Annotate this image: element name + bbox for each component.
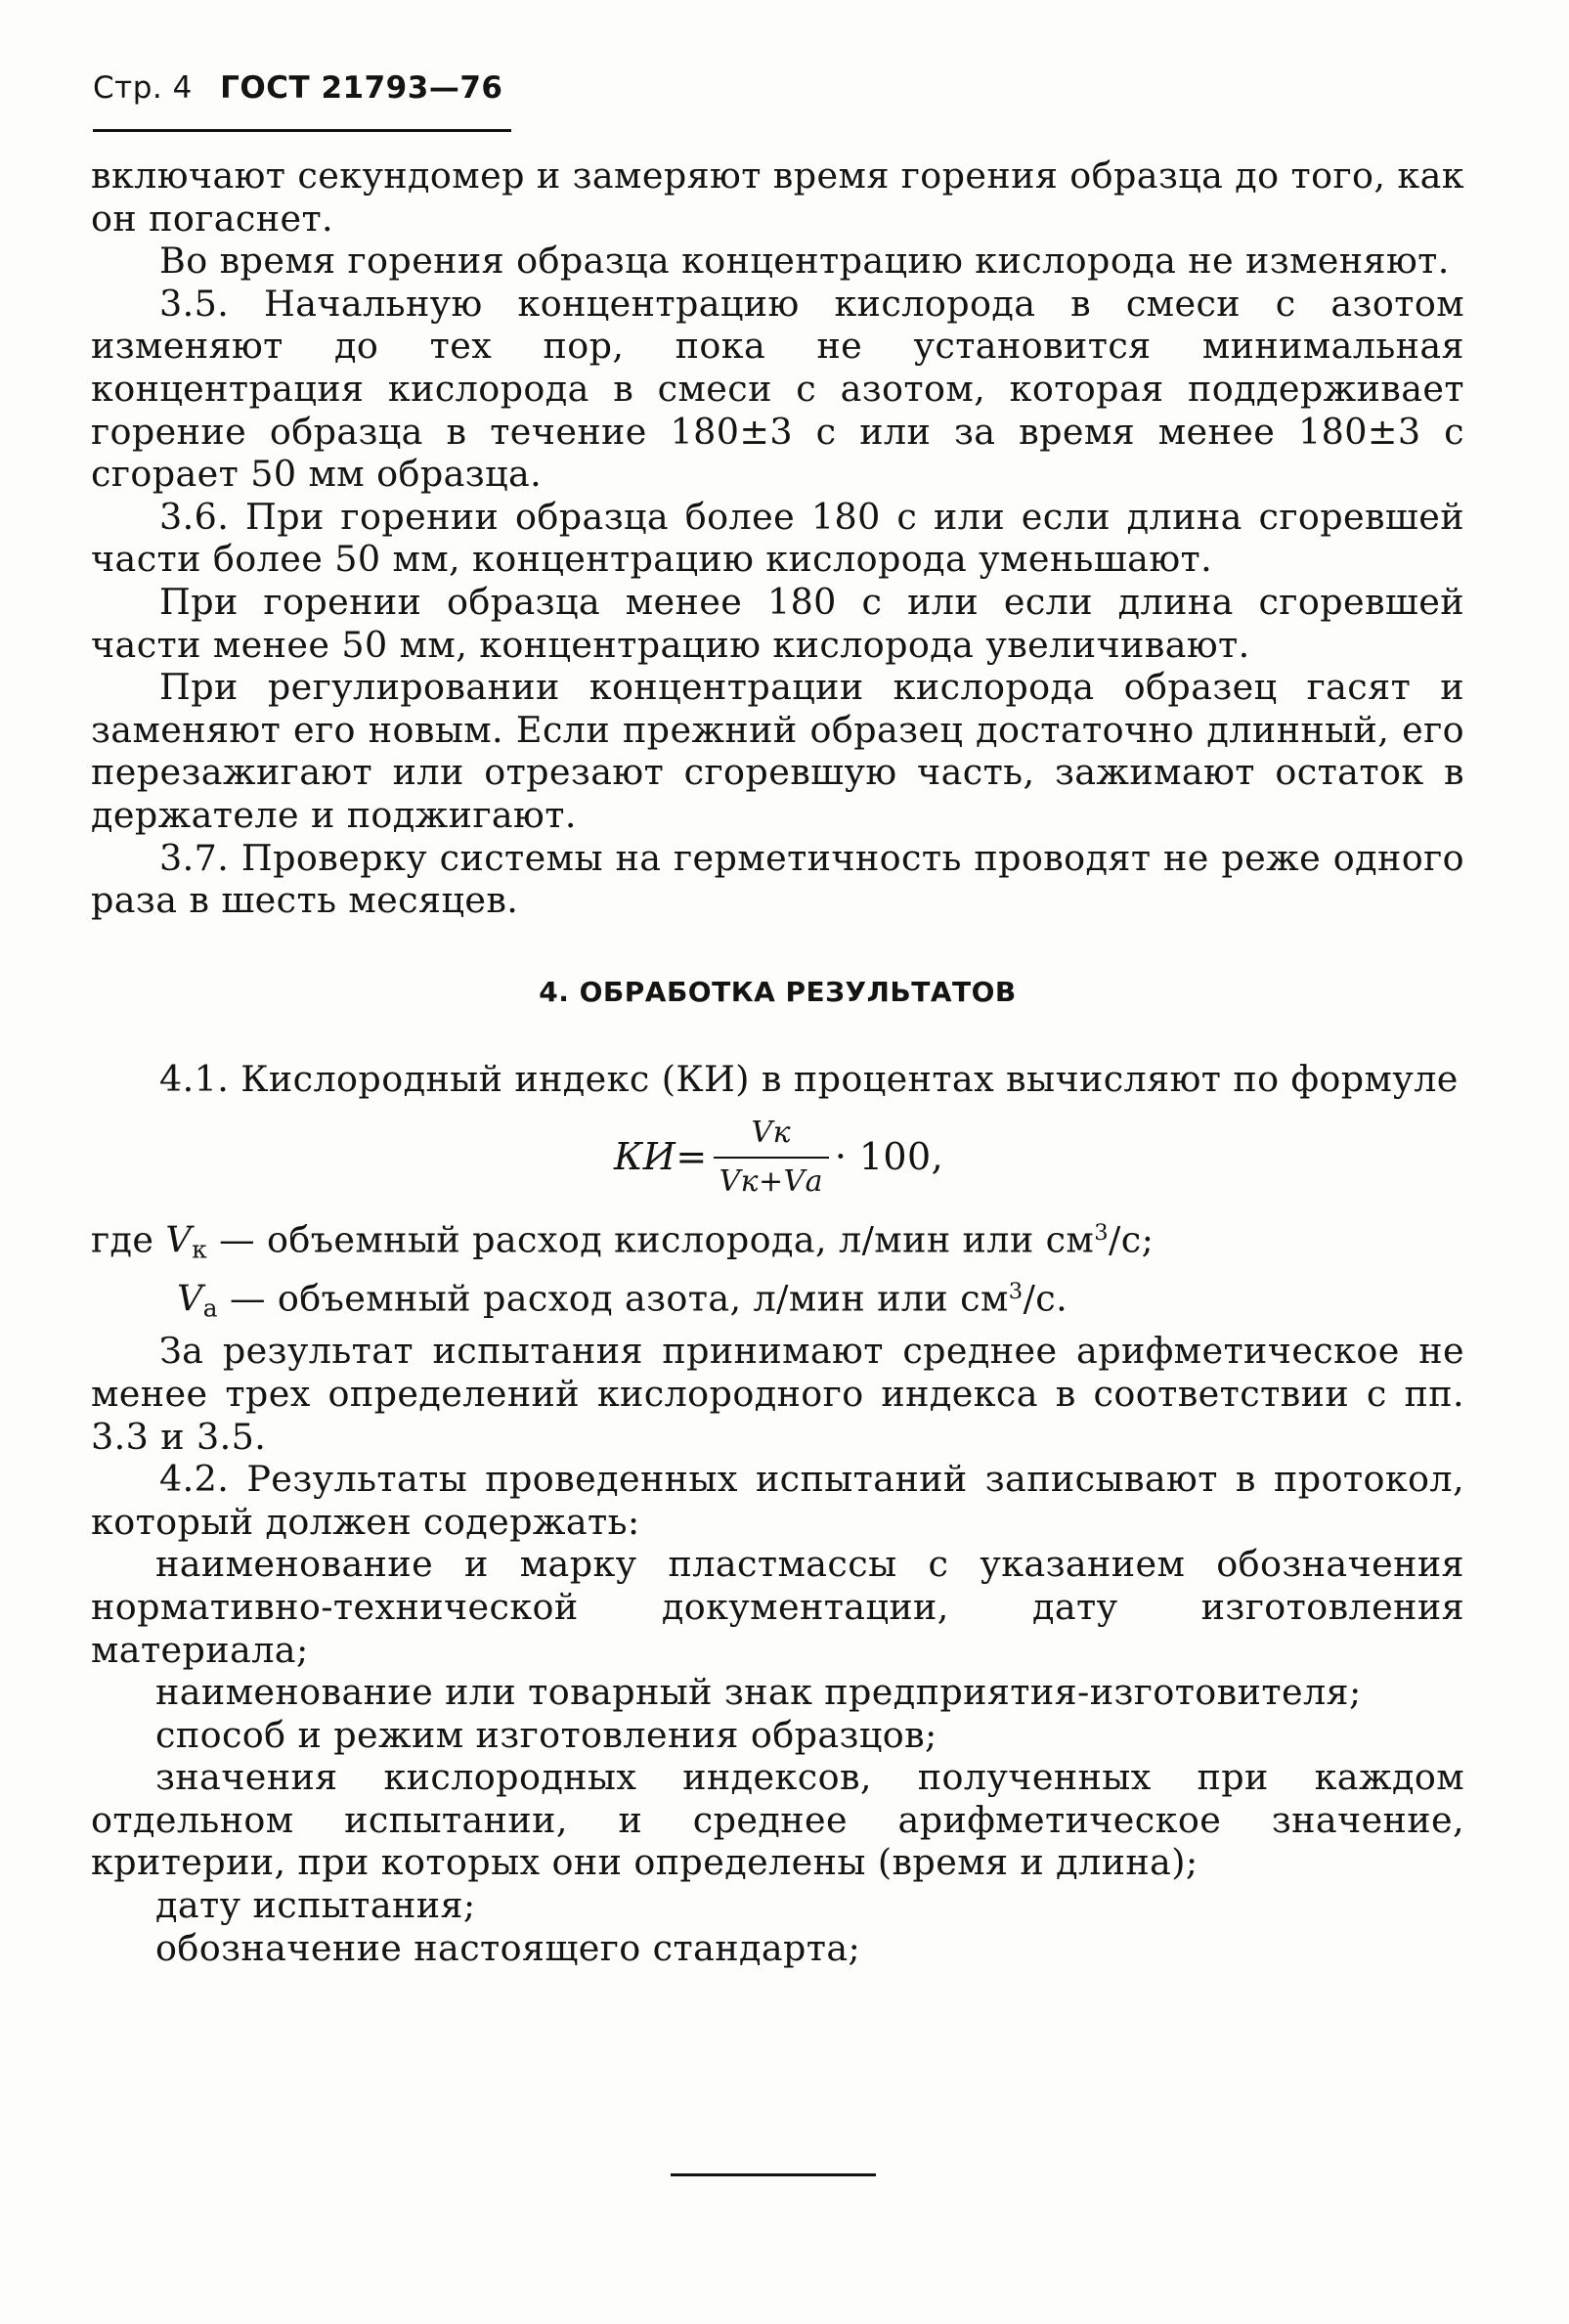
header-rule (93, 129, 511, 132)
symbol: V (165, 1218, 193, 1261)
definition-text: — объемный расход азота, л/мин или см (217, 1277, 1009, 1320)
clause-3-7: 3.7. Проверку системы на герметичность проводят не реже одного раза в шесть месяцев. (91, 836, 1464, 922)
clause-3-5: 3.5. Начальную концентрацию кислорода в смеси с азотом изменяют до тех пор, пока не установится минимальная концентрация кислорода в смеси с азотом, которая поддерживает горение образца в течение 180±3 с или за время менее 180±3 с сгорает 50 мм образца. (91, 282, 1464, 496)
page-number: Стр. 4 (93, 70, 193, 106)
where-word: где (91, 1218, 154, 1261)
list-item: значения кислородных индексов, полученных при каждом отдельном испытании, и среднее арифметическое значение, критерии, при которых они определены (время и длина); (91, 1756, 1464, 1884)
clause-4-1: 4.1. Кислородный индекс (КИ) в процентах вычисляют по формуле (159, 1058, 1459, 1101)
symbol: V (177, 1277, 203, 1320)
definition-vk (91, 1212, 1464, 1271)
formula-denominator: Vк+Vа (714, 1157, 829, 1204)
paragraph: Во время горения образца концентрацию кислорода не изменяют. (159, 240, 1450, 283)
superscript: 3 (1008, 1279, 1024, 1305)
page-header (93, 70, 502, 106)
paragraph: При регулировании концентрации кислорода образец гасят и заменяют его новым. Если прежний образец достаточно длинный, его перезажигают или отрезают сгоревшую часть, зажимают остаток в держателе и поджигают. (91, 666, 1464, 836)
list-item: наименование или товарный знак предприятия-изготовителя; (155, 1671, 1362, 1714)
formula-fraction (714, 1112, 829, 1203)
list-item: обозначение настоящего стандарта; (155, 1926, 861, 1969)
end-rule (671, 2173, 876, 2176)
definition-text: — объемный расход кислорода, л/мин или см (207, 1218, 1095, 1261)
definition-tail: /с; (1109, 1218, 1155, 1261)
list-item: наименование и марку пластмассы с указанием обозначения нормативно-технической документации, дату изготовления материала; (91, 1543, 1464, 1671)
definition-va (91, 1271, 1464, 1330)
formula-numerator: Vк (751, 1116, 791, 1151)
standard-code: ГОСТ 21793—76 (220, 70, 503, 106)
formula-block (91, 1107, 1464, 1208)
formula-equals: = (676, 1135, 708, 1179)
paragraph-continued: включают секундомер и замеряют время горения образца до того, как он погаснет. (91, 154, 1465, 240)
paragraph: За результат испытания принимают среднее арифметическое не менее трех определений кислородного индекса в соответствии с пп. 3.3 и 3.5. (91, 1330, 1464, 1458)
clause-4-2: 4.2. Результаты проведенных испытаний записывают в протокол, который должен содержать: (91, 1458, 1464, 1543)
list-item: способ и режим изготовления образцов; (155, 1713, 937, 1756)
list-item: дату испытания; (155, 1884, 476, 1927)
formula-lhs: КИ (614, 1135, 676, 1179)
document-body (91, 154, 1464, 1969)
section-heading: 4. ОБРАБОТКА РЕЗУЛЬТАТОВ (539, 975, 1017, 1008)
formula-factor: · 100, (834, 1135, 944, 1179)
clause-3-6: 3.6. При горении образца более 180 с или если длина сгоревшей части более 50 мм, концентрацию кислорода уменьшают. (91, 495, 1464, 581)
paragraph: При горении образца менее 180 с или если длина сгоревшей части менее 50 мм, концентрацию кислорода увеличивают. (91, 580, 1464, 666)
definition-tail: /с. (1023, 1277, 1068, 1320)
symbol-subscript: к (192, 1235, 208, 1264)
symbol-subscript: а (202, 1294, 218, 1323)
oxygen-index-formula (614, 1107, 943, 1208)
superscript: 3 (1094, 1219, 1110, 1246)
